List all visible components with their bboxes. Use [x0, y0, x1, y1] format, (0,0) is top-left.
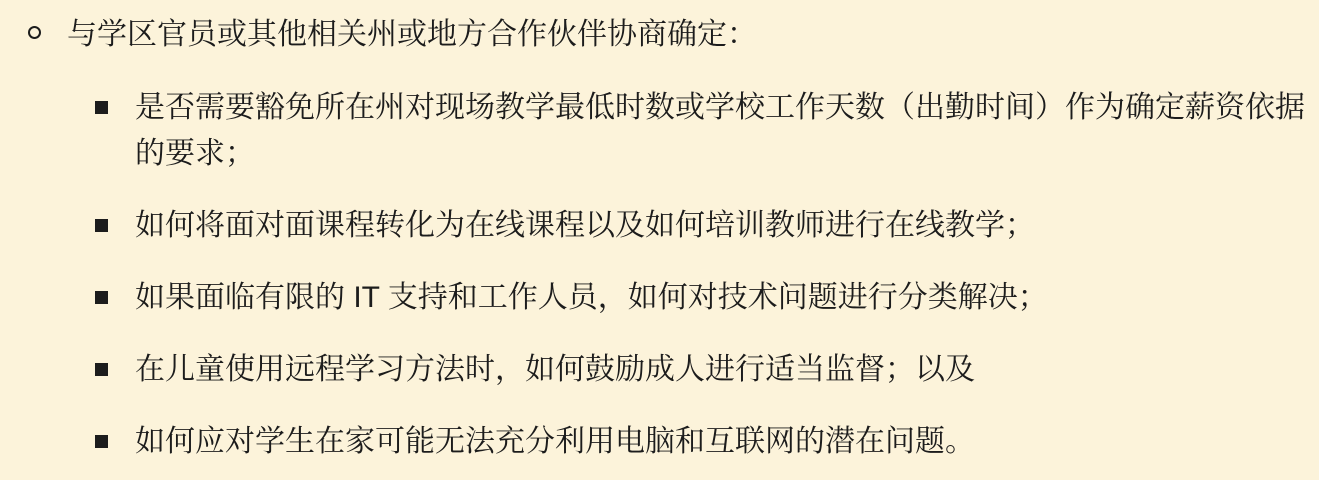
list-item-text: 与学区官员或其他相关州或地方合作伙伴协商确定： — [67, 18, 757, 51]
sub-list-item — [0, 419, 1319, 465]
sub-list-item-text: 如何应对学生在家可能无法充分利用电脑和互联网的潜在问题。 — [135, 425, 975, 458]
square-bullet-icon — [95, 291, 108, 304]
sub-list-item — [0, 347, 1319, 393]
square-bullet-icon — [95, 101, 108, 114]
square-bullet-icon — [95, 435, 108, 448]
sub-list-item-text: 在儿童使用远程学习方法时，如何鼓励成人进行适当监督；以及 — [135, 353, 975, 386]
sub-list-item-text: 是否需要豁免所在州对现场教学最低时数或学校工作天数（出勤时间）作为确定薪资依据的要求； — [135, 91, 1305, 170]
sub-list-item-text: 如何将面对面课程转化为在线课程以及如何培训教师进行在线教学； — [135, 209, 1035, 242]
square-bullet-icon — [95, 363, 108, 376]
list-item — [0, 0, 1319, 58]
sub-list-item — [0, 203, 1319, 249]
sub-list — [0, 85, 1319, 465]
sub-list-item — [0, 275, 1319, 321]
square-bullet-icon — [95, 219, 108, 232]
sub-list-item — [0, 85, 1319, 177]
sub-list-item-text: 如果面临有限的 IT 支持和工作人员，如何对技术问题进行分类解决； — [135, 281, 1048, 314]
circle-bullet-icon — [28, 26, 41, 39]
